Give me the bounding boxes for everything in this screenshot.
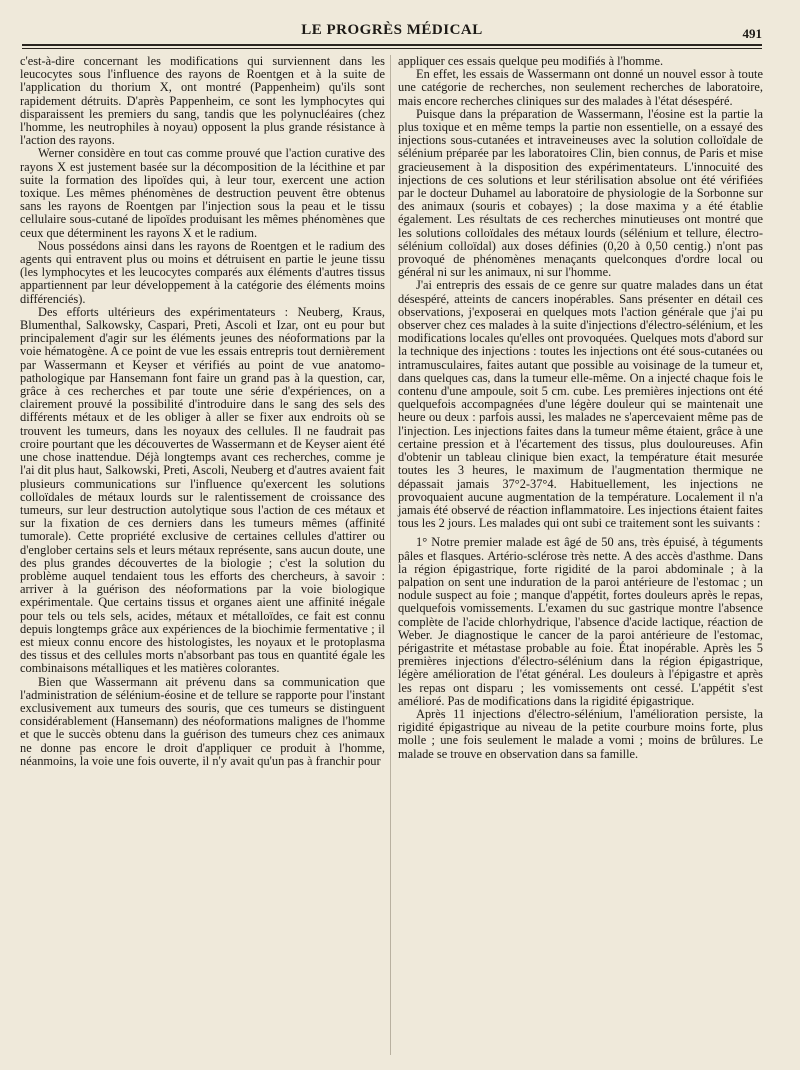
header-rule-thick [22, 44, 762, 46]
paragraph: Nous possédons ainsi dans les rayons de Roentgen et le radium des agents qui entravent plus ou moins et détruisent en partie le jeune tissu (les lymphocytes et les leucocytes comparés aux éléments d'autres tissus appartiennent par leur développement à la catégorie des éléments moins différenciés). [20, 238, 385, 306]
page-header [22, 18, 762, 44]
paragraph: En effet, les essais de Wassermann ont donné un nouvel essor à toute une catégorie de recherches, non seulement recherches de laboratoire, mais encore recherches cliniques sur des malades à l'état désespéré. [398, 67, 763, 108]
paragraph: c'est-à-dire concernant les modifications qui surviennent dans les leucocytes sous l'influence des rayons de Roentgen et à la suite de l'application du thorium X, ont montré (Pappenheim) qu'ils sont rapidement détruits. D'après Pappenheim, ce sont les lymphocytes qui disparaissent les premiers du sang, tandis que les polynucléaires (chez l'homme, les neutrophiles à noyau) opposent la plus grande résistance à l'action des rayons. [20, 54, 385, 148]
paragraph: 1° Notre premier malade est âgé de 50 ans, très épuisé, à téguments pâles et flasques. Artério-sclérose très nette. A des accès d'asthme. Dans la région épigastrique, forte rigidité de la paroi abdominale ; à la palpation on sent une induration de la paroi antérieure de l'estomac ; un nodule suspect au foie ; manque d'appétit, fortes douleurs après le repas, quelquefois vomissements. L'examen du suc gastrique montre l'absence complète de l'acide chlorhydrique, l'absence d'acide lactique, réaction de Weber. Je diagnostique le cancer de la paroi antérieure de l'estomac, périgastrite et métastase probable au foie. État inopérable. Après les 5 premières injections d'électro-sélénium dans la région épigastrique, légère amélioration de l'état général. Les douleurs à l'épigastre et après les repas ont disparu ; les vomissements ont cessé. L'appétit s'est amélioré. Pas de modifications dans la rigidité épigastrique. [398, 535, 763, 708]
right-column [398, 55, 763, 761]
journal-title: LE PROGRÈS MÉDICAL [301, 22, 483, 38]
header-rule-thin [22, 48, 762, 49]
column-divider [390, 55, 391, 1055]
paragraph: J'ai entrepris des essais de ce genre sur quatre malades dans un état désespéré, atteints de cancers inopérables. Sans présenter en détail ces observations, j'exposerai en quelques mots l'action générale que j'ai pu observer chez ces malades à la suite d'injections d'électro-sélénium, et les modifications locales qu'elles ont provoquées. Quelques mots d'abord sur la technique des injections : toutes les injections ont été sous-cutanées ou intramusculaires, faites autant que possible au voisinage de la tumeur et, dans quelques cas, dans la tumeur elle-même. On a injecté chaque fois le contenu d'une ampoule, soit 5 cm. cube. Les premières injections ont été quelquefois accompagnées d'une légère douleur qui se maintenait une heure ou deux : parfois aussi, les malades ne s'apercevaient même pas de l'injection. Les injections faites dans la tumeur même étaient, grâce à une certaine pression et à l'écartement des tissus, plus douloureuses. Afin d'obtenir un tableau clinique bien exact, la température était mesurée toutes les 3 heures, le maximum de l'augmentation thermique ne dépassait jamais 37°2-37°4. Habituellement, les injections ne provoquaient aucune augmentation de la température. Localement il n'a jamais été observé de réaction inflammatoire. Les injections étaient faites tous les 2 jours. Les malades qui ont subi ce traitement sont les suivants : [398, 278, 763, 531]
paragraph: Bien que Wassermann ait prévenu dans sa communication que l'administration de sélénium-éosine et de tellure se rapporte pour l'instant exclusivement aux tumeurs des souris, que ces tumeurs se distinguent considérablement (Hansemann) des néoformations malignes de l'homme et que le succès obtenu dans la guérison des tumeurs chez ces animaux ne donne pas encore le droit d'appliquer ce produit à l'homme, néanmoins, la voie une fois ouverte, il n'y avait qu'un pas à franchir pour [20, 674, 385, 768]
paragraph: appliquer ces essais quelque peu modifiés à l'homme. [398, 54, 664, 68]
paragraph: Des efforts ultérieurs des expérimentateurs : Neuberg, Kraus, Blumenthal, Salkowsky, Caspari, Preti, Ascoli et Izar, ont eu pour but principalement d'agir sur les éléments jeunes des néoformations par la voie hématogène. A ce point de vue les essais entrepris tout dernièrement par Wassermann et Keyser et vérifiés au point de vue anatomo-pathologique par Hansemann font faire un grand pas à la question, car, grâce à ces recherches et par toute une série d'expériences, on a clairement prouvé la possibilité d'introduire dans le sang des sels des différents métaux et de les obliger à aller se fixer aux endroits où se trouvent les tumeurs, dans les noyaux des cellules. Il ne faudrait pas croire pourtant que les découvertes de Wassermann et de Keyser aient été une chose inattendue. Déjà longtemps avant ces recherches, comme je l'ai dit plus haut, Salkowski, Preti, Ascoli, Neuberg et d'autres avaient fait plusieurs communications sur l'influence qu'exercent les solutions colloïdales de métaux lourds sur le ralentissement de croissance des tumeurs, sur leur destruction autolytique sous l'action de ces métaux et sur la fixation de ces derniers dans les tumeurs mêmes (affinité tumorale). Cette propriété exclusive de certaines cellules d'attirer ou d'englober certains sels et leurs métaux représente, sans aucun doute, une des plus grandes découvertes de la biologie ; c'est la solution du problème auquel tendaient tous les efforts des chercheurs, à savoir : arriver à la guérison des néoformations par la voie biologique expérimentale. Que certains tissus et organes aient une affinité inégale pour tels ou tels sels, acides, métaux et métalloïdes, ce fait est connu depuis longtemps grâce aux expériences de la biochimie fermentative ; il est mieux connu encore des histologistes, les noyaux et le protoplasma des tissus et des cellules morts n'absorbant pas tous en quantité égale les combinaisons métalliques et les matières colorantes. [20, 304, 385, 676]
paragraph: Puisque dans la préparation de Wassermann, l'éosine est la partie la plus toxique et en même temps la partie non essentielle, on a essayé des injections sous-cutanées et intraveineuses avec la solution colloïdale de sélénium préparée par les laboratoires Clin, bien connus, de Paris et mise gracieusement à la disposition des expérimentateurs. L'innocuité des injections de ces solutions et leur stérilisation absolue ont été vérifiées par le docteur Duhamel au laboratoire de physiologie de la Sorbonne sur des animaux (souris et cobayes) ; la dose maxima y a été établie également. Les résultats de ces recherches minutieuses ont montré que les solutions colloïdales des métaux lourds (sélénium et tellure, électro-sélénium colloïdal) aux doses définies (0,20 à 0,50 centig.) n'ont pas provoqué de phénomènes menaçants quelconques d'ordre local ou général ni sur les animaux, ni sur l'homme. [398, 106, 763, 280]
paragraph: Après 11 injections d'électro-sélénium, l'amélioration persiste, la rigidité épigastrique au niveau de la petite courbure moins forte, plus molle ; une fois seulement le malade a vomi ; moins de brûlures. Le malade se trouve en observation dans sa famille. [398, 706, 763, 761]
paragraph: Werner considère en tout cas comme prouvé que l'action curative des rayons X est justement basée sur la décomposition de la lécithine et par suite la formation des lipoïdes qui, à leur tour, exercent une action toxique. Les mêmes phénomènes de destruction peuvent être obtenus sans les rayons de Roentgen par l'injection sous la peau et le tissu cellulaire sous-cutané de lipoïdes produisant les mêmes phénomènes que ceux que déterminent les rayons X et le radium. [20, 146, 385, 240]
page-number: 491 [742, 26, 762, 41]
left-column [20, 55, 385, 768]
